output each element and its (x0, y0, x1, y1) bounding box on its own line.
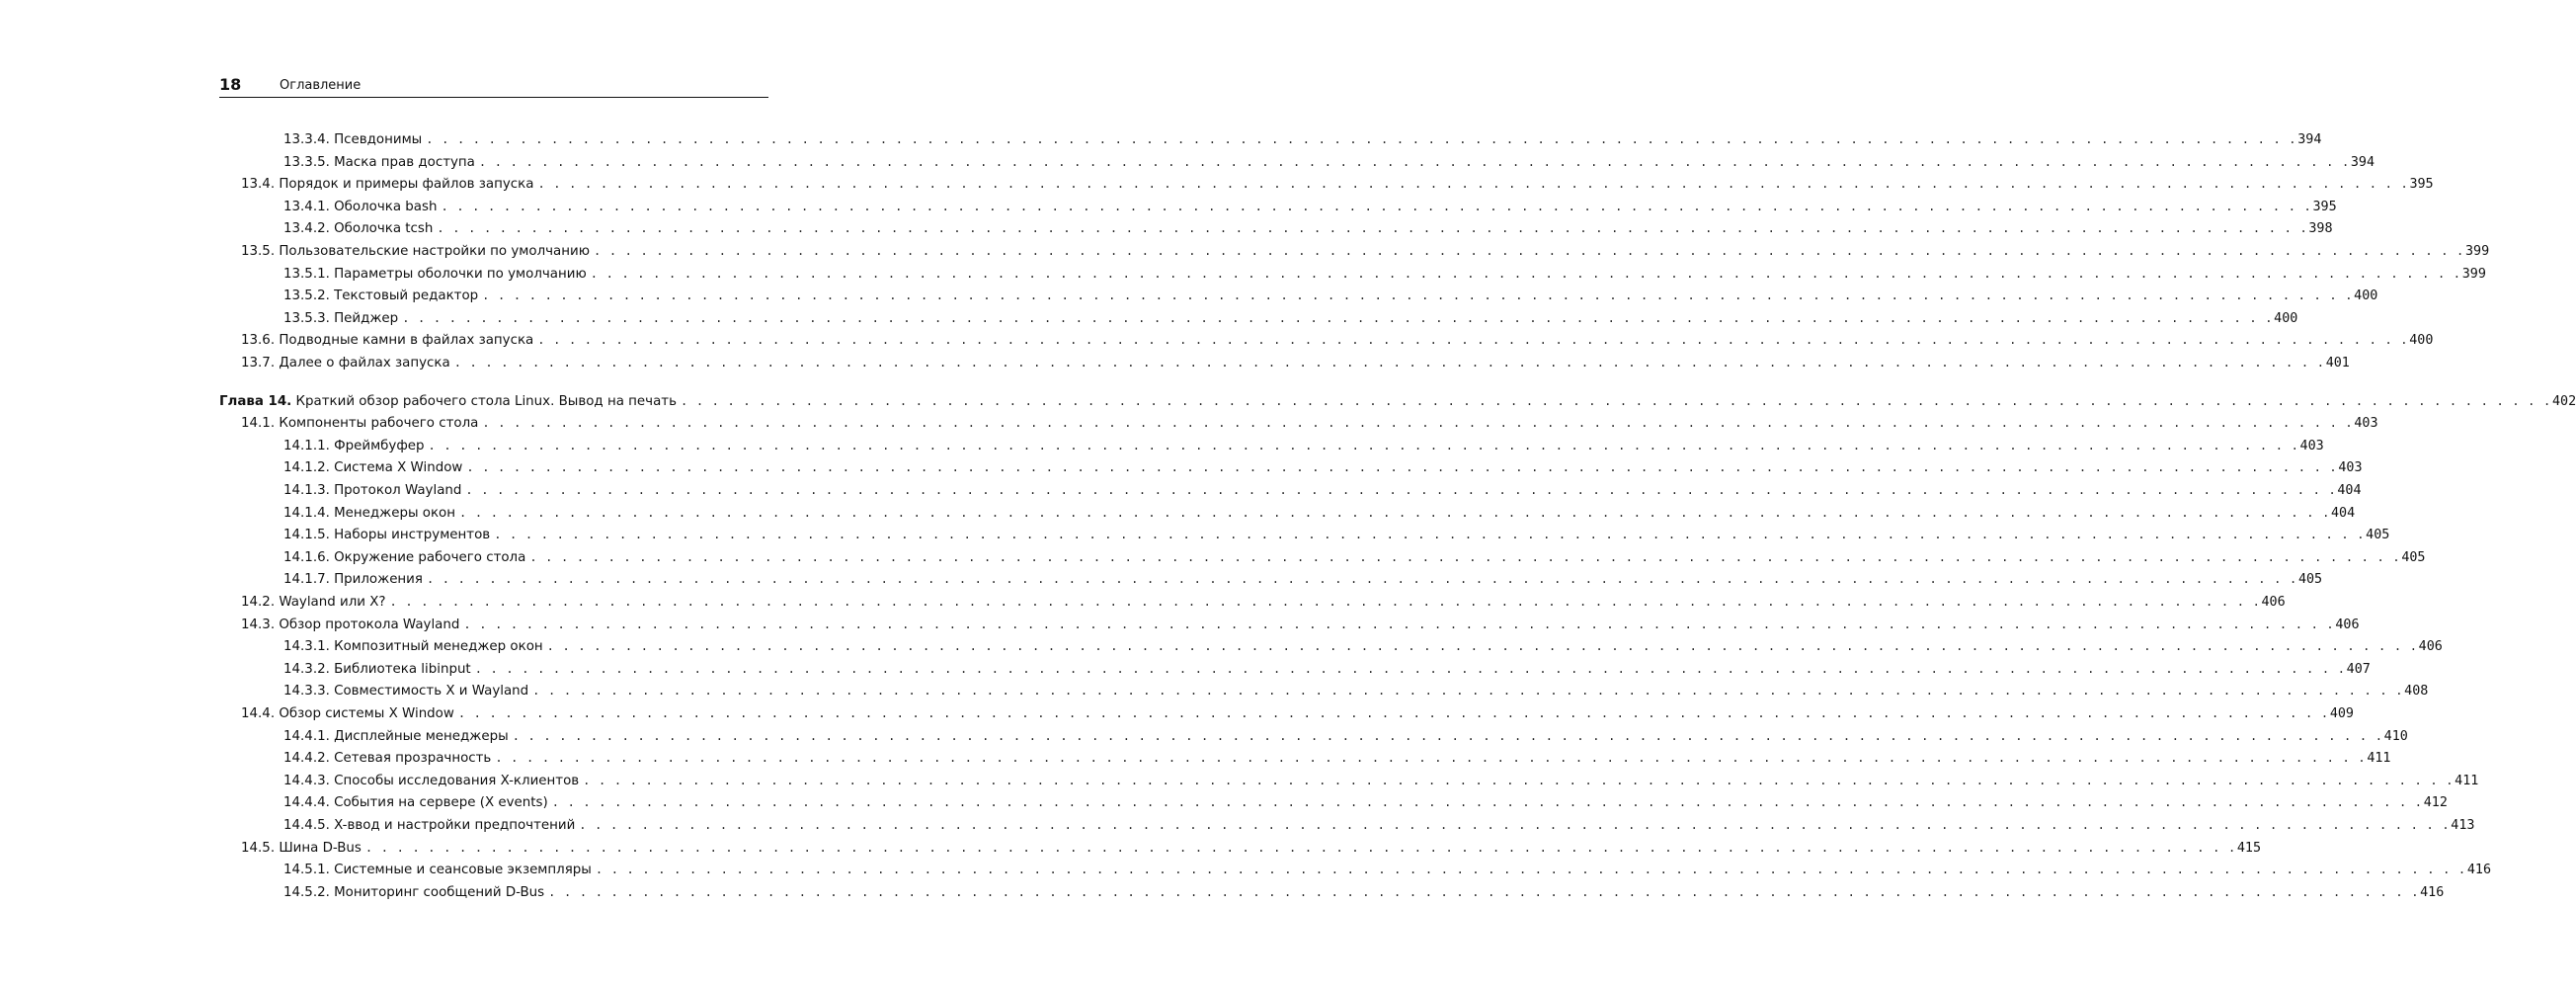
toc-page-number: 410 (2383, 728, 2408, 744)
toc-entry (283, 285, 2378, 306)
toc-page-number: 404 (2331, 505, 2356, 521)
toc-entry-title: 13.4. Порядок и примеры файлов запуска (241, 174, 537, 196)
dot-leader: . . . . . . . . . . . . . . . . . . . . . . . . . . . . . . . . . . . . . . . . . . . . . . . . . . . . . . . . . . . . . . . . . . . . . . . . . . . . . . . . . . . . . . . . . . . . . . . . . . . . . . . . . . . . . . . . . . . . . . . . (465, 483, 2337, 497)
toc-entry-title: 14.4.2. Сетевая прозрачность (283, 748, 495, 770)
toc-entry (241, 412, 2378, 434)
dot-leader: . . . . . . . . . . . . . . . . . . . . . . . . . . . . . . . . . . . . . . . . . . . . . . . . . . . . . . . . . . . . . . . . . . . . . . . . . . . . . . . . . . . . . . . . . . . . . . . . . . . . . . . . . . . . . . . . . . . . . . . . (579, 818, 2451, 832)
dot-leader: . . . . . . . . . . . . . . . . . . . . . . . . . . . . . . . . . . . . . . . . . . . . . . . . . . . . . . . . . . . . . . . . . . . . . . . . . . . . . . . . . . . . . . . . . . . . . . . . . . . . . . . . . . . . . . . . . . . . . . . . (482, 288, 2354, 303)
toc-page-number: 406 (2261, 595, 2286, 610)
toc-page-number: 395 (2312, 199, 2337, 214)
toc-entry (283, 546, 2426, 568)
toc-entry-title: 14.4. Обзор системы X Window (241, 703, 458, 725)
toc-entry (283, 770, 2479, 791)
toc-entry (283, 128, 2322, 150)
toc-page-number: 405 (2401, 549, 2426, 565)
dot-leader: . . . . . . . . . . . . . . . . . . . . . . . . . . . . . . . . . . . . . . . . . . . . . . . . . . . . . . . . . . . . . . . . . . . . . . . . . . . . . . . . . . . . . . . . . . . . . . . . . . . . . . . . . . . . . . . . . . . . . . . . (548, 884, 2420, 899)
toc-entry-title: 14.1.3. Протокол Wayland (283, 480, 465, 502)
toc-entry-title: 14.1. Компоненты рабочего стола (241, 413, 482, 435)
toc-page-number: 401 (2325, 356, 2350, 370)
dot-leader: . . . . . . . . . . . . . . . . . . . . . . . . . . . . . . . . . . . . . . . . . . . . . . . . . . . . . . . . . . . . . . . . . . . . . . . . . . . . . . . . . . . . . . . . . . . . . . . . . . . . . . . . . . . . . . . . . . . . . . . . (482, 416, 2354, 431)
dot-leader: . . . . . . . . . . . . . . . . . . . . . . . . . . . . . . . . . . . . . . . . . . . . . . . . . . . . . . . . . . . . . . . . . . . . . . . . . . . . . . . . . . . . . . . . . . . . . . . . . . . . . . . . . . . . . . . . . . . . . . . . (495, 751, 2367, 766)
dot-leader: . . . . . . . . . . . . . . . . . . . . . . . . . . . . . . . . . . . . . . . . . . . . . . . . . . . . . . . . . . . . . . . . . . . . . . . . . . . . . . . . . . . . . . . . . . . . . . . . . . . . . . . . . . . . . . . . . . . . . . . . (595, 863, 2466, 877)
dot-leader: . . . . . . . . . . . . . . . . . . . . . . . . . . . . . . . . . . . . . . . . . . . . . . . . . . . . . . . . . . . . . . . . . . . . . . . . . . . . . . . . . . . . . . . . . . . . . . . . . . . . . . . . . . . . . . . . . . . . . . . . (463, 617, 2335, 631)
chapter-title: Краткий обзор рабочего стола Linux. Вывод на печать (295, 393, 677, 409)
toc-entry-title: 14.4.4. События на сервере (X events) (283, 792, 552, 814)
dot-leader: . . . . . . . . . . . . . . . . . . . . . . . . . . . . . . . . . . . . . . . . . . . . . . . . . . . . . . . . . . . . . . . . . . . . . . . . . . . . . . . . . . . . . . . . . . . . . . . . . . . . . . . . . . . . . . . . . . . . . . . . (593, 244, 2464, 258)
toc-page-number: 403 (2299, 438, 2324, 453)
toc-entry-title: 13.7. Далее о файлах запуска (241, 353, 454, 374)
toc-entry (283, 217, 2333, 239)
toc-entry (283, 747, 2391, 769)
dot-leader: . . . . . . . . . . . . . . . . . . . . . . . . . . . . . . . . . . . . . . . . . . . . . . . . . . . . . . . . . . . . . . . . . . . . . . . . . . . . . . . . . . . . . . . . . . . . . . . . . . . . . . . . . . . . . . . . . . . . . . . . (590, 266, 2461, 281)
toc-entry-title: 14.1.2. Система X Window (283, 457, 466, 479)
dot-leader: . . . . . . . . . . . . . . . . . . . . . . . . . . . . . . . . . . . . . . . . . . . . . . . . . . . . . . . . . . . . . . . . . . . . . . . . . . . . . . . . . . . . . . . . . . . . . . . . . . . . . . . . . . . . . . . . . . . . . . . . (529, 549, 2401, 564)
toc-page-number: 404 (2337, 483, 2362, 498)
toc-page-number: 400 (2354, 288, 2378, 304)
toc-page-number: 416 (2466, 863, 2492, 878)
toc-entry-title: 14.4.3. Способы исследования X-клиентов (283, 771, 583, 792)
toc-entry-title: 14.3.2. Библиотека libinput (283, 659, 475, 681)
dot-leader: . . . . . . . . . . . . . . . . . . . . . . . . . . . . . . . . . . . . . . . . . . . . . . . . . . . . . . . . . . . . . . . . . . . . . . . . . . . . . . . . . . . . . . . . . . . . . . . . . . . . . . . . . . . . . . . . . . . . . . . . (537, 333, 2409, 348)
toc-entry (241, 591, 2286, 613)
dot-leader: . . . . . . . . . . . . . . . . . . . . . . . . . . . . . . . . . . . . . . . . . . . . . . . . . . . . . . . . . . . . . . . . . . . . . . . . . . . . . . . . . . . . . . . . . . . . . . . . . . . . . . . . . . . . . . . . . . . . . . . . (426, 572, 2297, 587)
dot-leader: . . . . . . . . . . . . . . . . . . . . . . . . . . . . . . . . . . . . . . . . . . . . . . . . . . . . . . . . . . . . . . . . . . . . . . . . . . . . . . . . . . . . . . . . . . . . . . . . . . . . . . . . . . . . . . . . . . . . . . . . (512, 728, 2383, 743)
toc-page-number: 399 (2464, 244, 2490, 259)
header-rule (219, 97, 768, 98)
toc-page-number: 408 (2404, 684, 2429, 700)
toc-entry (283, 524, 2390, 545)
toc-entry (283, 307, 2298, 329)
toc-entry (241, 329, 2434, 351)
toc-page-number: 400 (2409, 333, 2434, 349)
dot-leader: . . . . . . . . . . . . . . . . . . . . . . . . . . . . . . . . . . . . . . . . . . . . . . . . . . . . . . . . . . . . . . . . . . . . . . . . . . . . . . . . . . . . . . . . . . . . . . . . . . . . . . . . . . . . . . . . . . . . . . . . (466, 460, 2338, 475)
toc-entry-title (219, 391, 681, 413)
toc-page-number: 403 (2338, 460, 2363, 476)
dot-leader: . . . . . . . . . . . . . . . . . . . . . . . . . . . . . . . . . . . . . . . . . . . . . . . . . . . . . . . . . . . . . . . . . . . . . . . . . . . . . . . . . . . . . . . . . . . . . . . . . . . . . . . . . . . . . . . . . . . . . . . . (441, 199, 2312, 213)
toc-page-number: 412 (2423, 795, 2448, 811)
toc-entry (283, 568, 2323, 590)
toc-entry-title: 14.3.3. Совместимость X и Wayland (283, 681, 532, 702)
toc-entry (283, 456, 2363, 478)
toc-entry-title: 14.3.1. Композитный менеджер окон (283, 636, 547, 658)
toc-entry-title: 14.4.5. X-ввод и настройки предпочтений (283, 815, 579, 837)
dot-leader: . . . . . . . . . . . . . . . . . . . . . . . . . . . . . . . . . . . . . . . . . . . . . . . . . . . . . . . . . . . . . . . . . . . . . . . . . . . . . . . . . . . . . . . . . . . . . . . . . . . . . . . . . . . . . . . . . . . . . . . . (389, 595, 2261, 609)
toc-entry-title: 13.4.2. Оболочка tcsh (283, 218, 437, 240)
toc-page-number: 415 (2236, 840, 2262, 856)
toc-entry (283, 435, 2324, 456)
dot-leader: . . . . . . . . . . . . . . . . . . . . . . . . . . . . . . . . . . . . . . . . . . . . . . . . . . . . . . . . . . . . . . . . . . . . . . . . . . . . . . . . . . . . . . . . . . . . . . . . . . . . . . . . . . . . . . . . . . . . . . . . (457, 706, 2329, 720)
toc-page-number: 399 (2461, 266, 2486, 282)
dot-leader: . . . . . . . . . . . . . . . . . . . . . . . . . . . . . . . . . . . . . . . . . . . . . . . . . . . . . . . . . . . . . . . . . . . . . . . . . . . . . . . . . . . . . . . . . . . . . . . . . . . . . . . . . . . . . . . . . . . . . . . . (478, 154, 2350, 169)
toc-entry (283, 635, 2443, 657)
toc-page-number: 394 (2350, 154, 2375, 170)
toc-entry-title: 14.1.4. Менеджеры окон (283, 503, 459, 525)
dot-leader: . . . . . . . . . . . . . . . . . . . . . . . . . . . . . . . . . . . . . . . . . . . . . . . . . . . . . . . . . . . . . . . . . . . . . . . . . . . . . . . . . . . . . . . . . . . . . . . . . . . . . . . . . . . . . . . . . . . . . . . . (426, 132, 2297, 146)
toc-entry-title: 13.4.1. Оболочка bash (283, 197, 441, 218)
dot-leader: . . . . . . . . . . . . . . . . . . . . . . . . . . . . . . . . . . . . . . . . . . . . . . . . . . . . . . . . . . . . . . . . . . . . . . . . . . . . . . . . . . . . . . . . . . . . . . . . . . . . . . . . . . . . . . . . . . . . . . . . (494, 528, 2366, 542)
toc-page-number: 398 (2308, 221, 2333, 237)
dot-leader: . . . . . . . . . . . . . . . . . . . . . . . . . . . . . . . . . . . . . . . . . . . . . . . . . . . . . . . . . . . . . . . . . . . . . . . . . . . . . . . . . . . . . . . . . . . . . . . . . . . . . . . . . . . . . . . . . . . . . . . . (583, 773, 2455, 787)
toc-entry (283, 791, 2448, 813)
toc-entry-title: 13.6. Подводные камни в файлах запуска (241, 330, 537, 352)
toc-chapter-entry (219, 390, 2576, 412)
toc-entry (283, 196, 2337, 217)
page-header (219, 75, 768, 95)
dot-leader: . . . . . . . . . . . . . . . . . . . . . . . . . . . . . . . . . . . . . . . . . . . . . . . . . . . . . . . . . . . . . . . . . . . . . . . . . . . . . . . . . . . . . . . . . . . . . . . . . . . . . . . . . . . . . . . . . . . . . . . . (474, 661, 2346, 676)
toc-entry-title: 14.1.6. Окружение рабочего стола (283, 547, 529, 569)
toc-entry (241, 702, 2354, 724)
toc-entry (241, 837, 2262, 859)
dot-leader: . . . . . . . . . . . . . . . . . . . . . . . . . . . . . . . . . . . . . . . . . . . . . . . . . . . . . . . . . . . . . . . . . . . . . . . . . . . . . . . . . . . . . . . . . . . . . . . . . . . . . . . . . . . . . . . . . . . . . . . . (537, 177, 2409, 192)
dot-leader: . . . . . . . . . . . . . . . . . . . . . . . . . . . . . . . . . . . . . . . . . . . . . . . . . . . . . . . . . . . . . . . . . . . . . . . . . . . . . . . . . . . . . . . . . . . . . . . . . . . . . . . . . . . . . . . . . . . . . . . . (437, 221, 2308, 236)
toc-page-number: 405 (2297, 572, 2323, 588)
toc-page-number: 416 (2420, 884, 2445, 900)
dot-leader: . . . . . . . . . . . . . . . . . . . . . . . . . . . . . . . . . . . . . . . . . . . . . . . . . . . . . . . . . . . . . . . . . . . . . . . . . . . . . . . . . . . . . . . . . . . . . . . . . . . . . . . . . . . . . . . . . . . . . . . . (364, 840, 2236, 855)
toc-entry (283, 658, 2371, 680)
dot-leader: . . . . . . . . . . . . . . . . . . . . . . . . . . . . . . . . . . . . . . . . . . . . . . . . . . . . . . . . . . . . . . . . . . . . . . . . . . . . . . . . . . . . . . . . . . . . . . . . . . . . . . . . . . . . . . . . . . . . . . . . (428, 438, 2299, 453)
dot-leader: . . . . . . . . . . . . . . . . . . . . . . . . . . . . . . . . . . . . . . . . . . . . . . . . . . . . . . . . . . . . . . . . . . . . . . . . . . . . . . . . . . . . . . . . . . . . . . . . . . . . . . . . . . . . . . . . . . . . . . . . (459, 505, 2330, 520)
dot-leader: . . . . . . . . . . . . . . . . . . . . . . . . . . . . . . . . . . . . . . . . . . . . . . . . . . . . . . . . . . . . . . . . . . . . . . . . . . . . . . . . . . . . . . . . . . . . . . . . . . . . . . . . . . . . . . . . . . . . . . . . (680, 393, 2551, 408)
toc-page-number: 411 (2455, 773, 2479, 788)
toc-entry (283, 151, 2375, 173)
toc-entry (283, 814, 2475, 836)
toc-page-number: 413 (2451, 818, 2475, 833)
toc-entry (283, 263, 2486, 285)
toc-page-number: 411 (2367, 751, 2391, 767)
toc-entry-title: 14.5.2. Мониторинг сообщений D-Bus (283, 882, 548, 904)
toc-entry-title: 13.3.4. Псевдонимы (283, 129, 426, 151)
toc-entry-title: 14.1.1. Фреймбуфер (283, 436, 429, 457)
toc-entry-title: 14.1.7. Приложения (283, 569, 427, 591)
page-number: 18 (219, 75, 242, 94)
toc-entry-title: 14.3. Обзор протокола Wayland (241, 615, 463, 636)
toc-entry (283, 859, 2492, 880)
toc-page-number: 407 (2346, 661, 2371, 677)
toc-page-number: 406 (2335, 617, 2360, 632)
toc-page-number: 406 (2418, 639, 2443, 655)
toc-entry (283, 725, 2408, 747)
toc-page-number: 409 (2329, 706, 2354, 721)
toc-entry-title: 14.2. Wayland или X? (241, 592, 390, 614)
toc-entry-title: 14.4.1. Дисплейные менеджеры (283, 726, 513, 748)
dot-leader: . . . . . . . . . . . . . . . . . . . . . . . . . . . . . . . . . . . . . . . . . . . . . . . . . . . . . . . . . . . . . . . . . . . . . . . . . . . . . . . . . . . . . . . . . . . . . . . . . . . . . . . . . . . . . . . . . . . . . . . . (551, 795, 2423, 810)
toc-page-number: 403 (2354, 416, 2378, 432)
toc-entry (283, 479, 2362, 501)
toc-entry (241, 352, 2350, 373)
toc-entry (241, 614, 2360, 635)
dot-leader: . . . . . . . . . . . . . . . . . . . . . . . . . . . . . . . . . . . . . . . . . . . . . . . . . . . . . . . . . . . . . . . . . . . . . . . . . . . . . . . . . . . . . . . . . . . . . . . . . . . . . . . . . . . . . . . . . . . . . . . . (402, 310, 2274, 325)
toc-entry (283, 881, 2445, 903)
toc-entry-title: 14.5. Шина D-Bus (241, 838, 365, 860)
toc-entry-title: 13.5.3. Пейджер (283, 308, 402, 330)
dot-leader: . . . . . . . . . . . . . . . . . . . . . . . . . . . . . . . . . . . . . . . . . . . . . . . . . . . . . . . . . . . . . . . . . . . . . . . . . . . . . . . . . . . . . . . . . . . . . . . . . . . . . . . . . . . . . . . . . . . . . . . . (453, 356, 2325, 370)
toc-entry-title: 14.1.5. Наборы инструментов (283, 525, 494, 546)
chapter-label: Глава 14. (219, 393, 292, 409)
toc-page-number: 400 (2274, 310, 2298, 326)
toc-page-number: 402 (2551, 393, 2576, 409)
toc-entry (283, 502, 2356, 524)
running-title: Оглавление (280, 78, 362, 93)
dot-leader: . . . . . . . . . . . . . . . . . . . . . . . . . . . . . . . . . . . . . . . . . . . . . . . . . . . . . . . . . . . . . . . . . . . . . . . . . . . . . . . . . . . . . . . . . . . . . . . . . . . . . . . . . . . . . . . . . . . . . . . . (546, 639, 2418, 654)
toc-page-number: 395 (2409, 177, 2434, 193)
toc-entry (241, 173, 2434, 195)
dot-leader: . . . . . . . . . . . . . . . . . . . . . . . . . . . . . . . . . . . . . . . . . . . . . . . . . . . . . . . . . . . . . . . . . . . . . . . . . . . . . . . . . . . . . . . . . . . . . . . . . . . . . . . . . . . . . . . . . . . . . . . . (532, 684, 2404, 699)
toc-entry-title: 14.5.1. Системные и сеансовые экземпляры (283, 860, 596, 881)
toc-entry (241, 240, 2490, 262)
toc-page-number: 405 (2366, 528, 2390, 543)
toc-entry-title: 13.3.5. Маска прав доступа (283, 152, 479, 174)
toc-entry (283, 680, 2429, 701)
toc-page-number: 394 (2297, 132, 2322, 147)
toc-entry-title: 13.5. Пользовательские настройки по умолчанию (241, 241, 594, 263)
toc-entry-title: 13.5.1. Параметры оболочки по умолчанию (283, 264, 591, 286)
toc-entry-title: 13.5.2. Текстовый редактор (283, 286, 482, 307)
